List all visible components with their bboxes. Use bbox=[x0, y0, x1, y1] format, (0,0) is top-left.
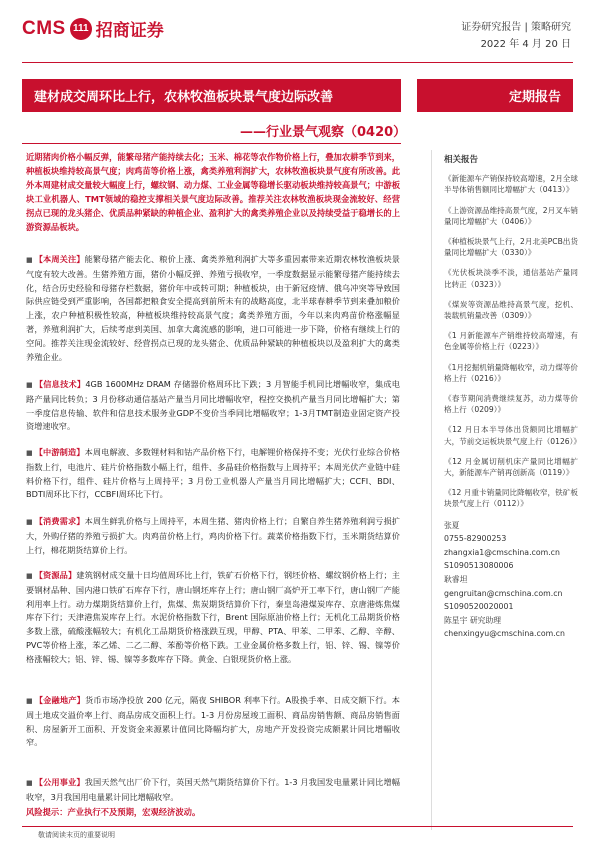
analyst-email[interactable]: gengruitan@cmschina.com.cn bbox=[444, 588, 563, 598]
related-report-link[interactable]: 《1月挖掘机销量降幅收窄，动力煤等价格上行（0216）》 bbox=[444, 362, 578, 383]
report-category: 定期报告 bbox=[508, 90, 561, 105]
section-text: 本周电解液、多数锂材料和钴产品价格下行，电解锂价格保持不变；光伏行业综合价格指数上行，电池片、硅片价格指数小幅上行，组件、多晶硅价格指数与上周持平；本周光伏产业链中硅料价格下行，组件、硅片价格与上周持平；3 月份工业机器人产量当月同比增幅扩大；CCFI、BDI、BDTI周环比下行，CCBFI周环比下行。 bbox=[26, 447, 400, 500]
related-report-link[interactable]: 《12 月重卡销量同比降幅收窄，铁矿板块景气度上行（0112）》 bbox=[444, 488, 578, 509]
section-tag: 【本周关注】 bbox=[34, 254, 85, 264]
section-text: 4GB 1600MHz DRAM 存储器价格周环比下跌；3 月智能手机同比增幅收窄，集成电路产量同比转负；3 月份移动通信基站产量当月同比增幅收窄，程控交换机产量当月同比增幅扩大；第一季度信息传输、软件和信息技术服务业GDP不变价当季同比增幅收窄；1-3月TMT制造业固定资产投资增速收窄。 bbox=[26, 379, 400, 432]
analyst-email[interactable]: zhangxia1@cmschina.com.cn bbox=[444, 547, 560, 557]
analyst-name: 陈星宇 研究助理 bbox=[444, 615, 502, 625]
related-reports-title: 相关报告 bbox=[444, 155, 479, 165]
related-report-link[interactable]: 《12 月日本半导体出货额同比增幅扩大，节前交运板块景气度上行（0126）》 bbox=[444, 425, 582, 446]
header-meta bbox=[461, 19, 571, 53]
section-text: 建筑钢材成交量十日均值周环比上行，铁矿石价格下行，钢坯价格、螺纹钢价格上行；主要钢材品种、国内港口铁矿石库存下行，唐山钢坯库存上行；唐山钢厂高炉开工率下行，唐山钢厂产能利用率上行。动力煤期货结算价上行，焦煤、焦炭期货结算价下行，秦皇岛港煤炭库存、京唐港炼焦煤库存下行；天津港焦炭库存上行。水泥价格指数下行，Brent 国际原油价格上行；无机化工品期货价格多数上涨，硫酸涨幅较大；有机化工品期货价格涨跌互现，甲醇、PTA、甲苯、二甲苯、乙醇、辛醇、PVC等价格上涨，苯乙烯、二乙二醇、苯酚等价格下跌。工业金属价格多数上行，铝、锌、锡、镍等价格涨幅较大；铝、锌、锡、镍等多数库存下降。黄金、白银现货价格上涨。 bbox=[26, 570, 400, 664]
bullet-icon: ■ bbox=[26, 779, 33, 787]
analyst-license: S1090520020001 bbox=[444, 602, 514, 612]
logo-badge-icon: 111 bbox=[70, 18, 92, 40]
section-resources bbox=[26, 569, 400, 667]
related-report-link[interactable]: 《春节期间消费继续复苏，动力煤等价格上行（0209）》 bbox=[444, 394, 578, 415]
subtitle-divider bbox=[22, 143, 401, 144]
bullet-icon: ■ bbox=[26, 697, 33, 705]
footer-note: 敬请阅读末页的重要说明 bbox=[38, 831, 115, 839]
related-report-link[interactable]: 《新能源车产销保持较高增速，2月全球半导体销售额同比增幅扩大（0413）》 bbox=[444, 174, 578, 195]
section-tag: 【公用事业】 bbox=[34, 777, 85, 787]
section-text: 本周生鲜乳价格与上周持平，本周生猪、猪肉价格上行；自繁自养生猪养殖利润亏损扩大，外购仔猪的养殖亏损扩大。肉鸡苗价格上行，鸡肉价格下行。蔬菜价格指数下行，玉米期货结算价上行，棉花期货结算价上行。 bbox=[26, 516, 400, 555]
section-tag: 【资源品】 bbox=[34, 570, 77, 580]
related-report-link[interactable]: 《光伏板块淡季不淡，通信基站产量同比转正（0323）》 bbox=[444, 268, 578, 289]
section-utilities bbox=[26, 776, 400, 805]
analyst-license: S1090513080006 bbox=[444, 561, 514, 571]
bullet-icon: ■ bbox=[26, 381, 33, 389]
section-text: 货币市场净投放 200 亿元，隔夜 SHIBOR 利率下行。A股换手率、日成交额下行。本周土地成交溢价率上行、商品房成交面积上行。1-3 月份房屋竣工面积、商品房销售额、商品房销售面积、房屋新开工面积、开发资金来源累计值同比降幅均扩大，房地产开发投资完成额累计同比增幅收窄。 bbox=[26, 695, 400, 748]
bullet-icon: ■ bbox=[26, 572, 33, 580]
related-reports-column bbox=[444, 155, 582, 641]
analyst-phone: 0755-82900253 bbox=[444, 534, 507, 544]
related-report-link[interactable]: 《1 月新能源车产销维持较高增速，有色金属等价格上行（0223）》 bbox=[444, 331, 578, 352]
section-midstream bbox=[26, 446, 400, 502]
analyst-email[interactable]: chenxingyu@cmschina.com.cn bbox=[444, 629, 565, 639]
related-report-link[interactable]: 《12 月金属切削机床产量同比增幅扩大，新能源车产销再创新高（0119）》 bbox=[444, 456, 578, 478]
section-tag: 【消费需求】 bbox=[34, 516, 85, 526]
logo-text-cn: 招商证券 bbox=[95, 21, 164, 41]
logo-text-en: CMS bbox=[22, 17, 66, 39]
header-divider bbox=[22, 62, 573, 63]
report-type: 证券研究报告 | 策略研究 bbox=[461, 22, 571, 33]
bullet-icon: ■ bbox=[26, 449, 33, 457]
section-finance bbox=[26, 694, 400, 750]
section-consumer bbox=[26, 515, 400, 557]
page-subtitle: ——行业景气观察（0420） bbox=[240, 125, 407, 140]
section-it bbox=[26, 378, 400, 434]
analyst-name: 耿睿坦 bbox=[444, 575, 468, 585]
related-report-link[interactable]: 《种植板块景气上行，2月北美PCB出货量同比增幅扩大（0330）》 bbox=[444, 237, 578, 258]
analyst-contacts bbox=[444, 519, 578, 641]
risk-warning: 风险提示：产业执行不及预期，宏观经济波动。 bbox=[26, 807, 201, 817]
bullet-icon: ■ bbox=[26, 518, 33, 526]
summary-paragraph: 近期猪肉价格小幅反弹，能繁母猪产能持续去化；玉米、棉花等农作物价格上行，叠加农耕季节到来，种植板块维持较高景气度；肉鸡苗等价格上涨，禽类养殖利润扩大，农林牧渔板块景气度有所改善。此外本周建材成交量较大幅度上行，螺纹钢、动力煤、工业金属等稳增长驱动板块维持较高景气；中游板块工业机器人、TMT领域的稳控支撑相关景气度边际改善。推荐关注农林牧渔板块现金流较好、经营拐点已现的龙头猪企、优质品种紧缺的种植企业、盈利扩大的禽类养殖企业以及持续受益于稳增长的上游资源品板块。 bbox=[26, 152, 400, 232]
column-divider bbox=[431, 150, 432, 830]
section-tag: 【中游制造】 bbox=[34, 447, 85, 457]
section-tag: 【信息技术】 bbox=[34, 379, 86, 389]
report-date: 2022 年 4 月 20 日 bbox=[480, 39, 571, 50]
footer-divider bbox=[22, 826, 573, 827]
related-report-link[interactable]: 《煤炭等资源品维持高景气度，挖机、装载机销量改善（0309）》 bbox=[444, 299, 578, 321]
section-text: 我国天然气出厂价下行，英国天然气期货结算价下行。1-3 月我国发电量累计同比增幅收窄，3月我国用电量累计同比增幅收窄。 bbox=[26, 777, 400, 802]
analyst-name: 张夏 bbox=[444, 520, 460, 530]
section-focus bbox=[26, 253, 400, 364]
title-banner bbox=[22, 79, 401, 112]
section-tag: 【金融地产】 bbox=[34, 695, 86, 705]
section-text: 能繁母猪产能去化、粮价上涨、禽类养殖利润扩大等多重因素带来近期农林牧渔板块景气度有较大改善。生猪养殖方面，猪价小幅反弹、养殖亏损收窄，一季度数据显示能繁母猪产能持续去化，结合历史经验和母猪存栏数据，猪价年中或转可期；种植板块，由于新冠疫情、俄乌冲突等导致国际供应链受到严重影响，各国都把粮食安全提高到前所未有的战略高度，北半球春耕季节到来叠加粮价上涨，农户种植积极性较高，种植板块维持较高景气度；禽类养殖方面，今年以来肉鸡苗价格涨幅显著，养殖利润扩大，后续考虑到美国、加拿大禽流感的影响，进口可能进一步下降，价格有继续上行的空间。推荐关注现金流较好、经营拐点已现的龙头猪企、优质品种紧缺的种植板块以及盈利扩大的禽类养殖企业。 bbox=[26, 254, 400, 362]
bullet-icon: ■ bbox=[26, 256, 33, 264]
related-report-link[interactable]: 《上游资源品维持高景气度，2月叉车销量同比增幅扩大（0406）》 bbox=[444, 205, 578, 226]
company-logo bbox=[22, 16, 164, 41]
category-banner bbox=[417, 79, 573, 112]
page-title: 建材成交周环比上行，农林牧渔板块景气度边际改善 bbox=[34, 90, 334, 105]
